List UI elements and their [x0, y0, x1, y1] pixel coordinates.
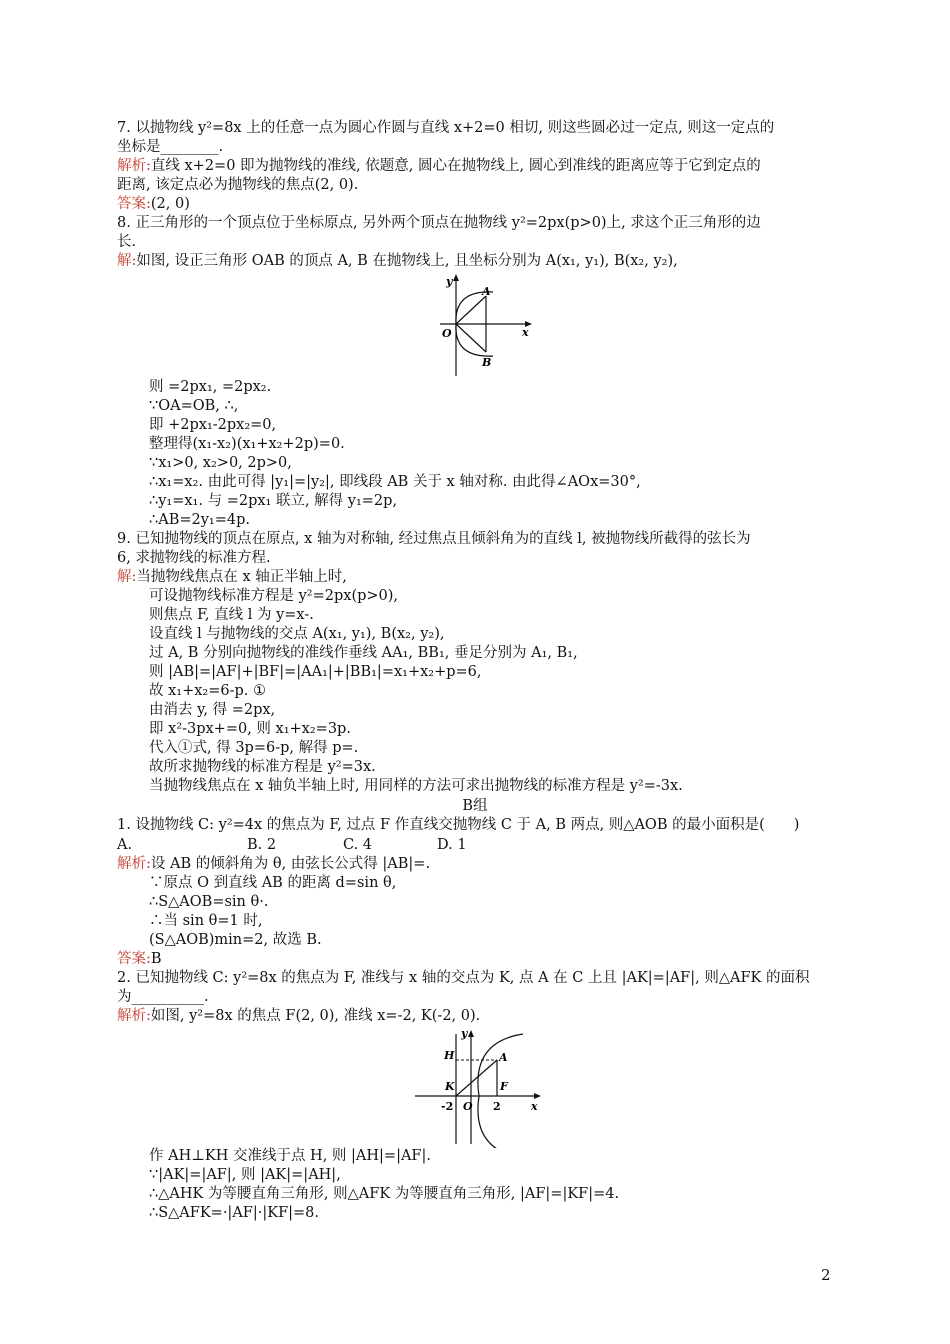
- text-line: 为__________.: [117, 989, 209, 1005]
- solution-label: 解:: [117, 569, 137, 585]
- solution-9: 解:当抛物线焦点在 x 轴正半轴上时,: [117, 569, 347, 585]
- figure-parabola-afk: [413, 1024, 549, 1148]
- text-line: ∴AB=2y₁=4p.: [149, 512, 250, 528]
- text-line: ∴x₁=x₂. 由此可得 |y₁|=|y₂|, 即线段 AB 关于 x 轴对称. 由此得∠AOx=30°,: [149, 474, 641, 490]
- text-line: ∴当 sin θ=1 时,: [149, 913, 263, 929]
- figure-label: y: [461, 1027, 468, 1040]
- analysis-label: 解析:: [117, 158, 151, 174]
- text-line: ∴S△AFK=·|AF|·|KF|=8.: [149, 1205, 319, 1221]
- figure-label: F: [500, 1080, 508, 1093]
- figure-label: O: [463, 1100, 473, 1113]
- text-line: 过 A, B 分别向抛物线的准线作垂线 AA₁, BB₁, 垂足分别为 A₁, B₁,: [149, 645, 578, 661]
- text-line: 6, 求抛物线的标准方程.: [117, 550, 271, 566]
- text-line: ∵原点 O 到直线 AB 的距离 d=sin θ,: [149, 875, 397, 891]
- text-line: (S△AOB)min=2, 故选 B.: [149, 932, 322, 948]
- problem-7-blank: 坐标是________.: [117, 139, 224, 155]
- choice-d: D. 1: [437, 837, 467, 853]
- text-line: 由消去 y, 得 =2px,: [149, 702, 276, 718]
- figure-label: -2: [441, 1100, 454, 1113]
- figure-triangle-oab: [418, 274, 538, 378]
- solution-8: 解:如图, 设正三角形 OAB 的顶点 A, B 在抛物线上, 且坐标分别为 A(x₁, y₁), B(x₂, y₂),: [117, 253, 678, 269]
- choice-a: A.: [117, 837, 133, 853]
- text-line: 则 |AB|=|AF|+|BF|=|AA₁|+|BB₁|=x₁+x₂+p=6,: [149, 664, 482, 680]
- figure-label: x: [531, 1100, 538, 1113]
- problem-b1-text: 1. 设抛物线 C: y²=4x 的焦点为 F, 过点 F 作直线交抛物线 C 于 A, B 两点, 则△AOB 的最小面积是( ): [117, 817, 800, 833]
- text-line: 当抛物线焦点在 x 轴负半轴上时, 用同样的方法可求出抛物线的标准方程是 y²=-3x.: [149, 778, 683, 794]
- figure-label: 2: [493, 1100, 501, 1113]
- text-line: 可设抛物线标准方程是 y²=2px(p>0),: [149, 588, 399, 604]
- text-line: 故所求抛物线的标准方程是 y²=3x.: [149, 759, 376, 775]
- solution-label: 解:: [117, 253, 137, 269]
- text-line: 则 =2px₁, =2px₂.: [149, 379, 272, 395]
- problem-8-text: 8. 正三角形的一个顶点位于坐标原点, 另外两个顶点在抛物线 y²=2px(p>0)上, 求这个正三角形的边: [117, 215, 761, 231]
- problem-b2-text: 2. 已知抛物线 C: y²=8x 的焦点为 F, 准线与 x 轴的交点为 K, 点 A 在 C 上且 |AK|=|AF|, 则△AFK 的面积: [117, 970, 810, 986]
- analysis-label: 解析:: [117, 1008, 151, 1024]
- text-line: 长.: [117, 234, 137, 250]
- answer-label: 答案:: [117, 951, 151, 967]
- problem-7-text: 7. 以抛物线 y²=8x 上的任意一点为圆心作圆与直线 x+2=0 相切, 则这些圆必过一定点, 则这一定点的: [117, 120, 775, 136]
- figure-label: x: [522, 326, 529, 339]
- text-line: 代入①式, 得 3p=6-p, 解得 p=.: [149, 740, 359, 756]
- text-line: 故 x₁+x₂=6-p. ①: [149, 683, 267, 699]
- text-line: ∵OA=OB, ∴,: [149, 398, 239, 414]
- text-line: 则焦点 F, 直线 l 为 y=x-.: [149, 607, 314, 623]
- figure-label: A: [482, 285, 491, 298]
- text-line: ∴y₁=x₁. 与 =2px₁ 联立, 解得 y₁=2p,: [149, 493, 398, 509]
- text-line: 整理得(x₁-x₂)(x₁+x₂+2p)=0.: [149, 436, 345, 452]
- analysis-b2: 解析:如图, y²=8x 的焦点 F(2, 0), 准线 x=-2, K(-2, 0).: [117, 1008, 481, 1024]
- text-line: 即 +2px₁-2px₂=0,: [149, 417, 277, 433]
- page-number: 2: [821, 1266, 831, 1284]
- figure-label: B: [482, 356, 492, 369]
- choice-c: C. 4: [343, 837, 373, 853]
- text-line: 即 x²-3px+=0, 则 x₁+x₂=3p.: [149, 721, 351, 737]
- text-line: ∴S△AOB=sin θ·.: [149, 894, 269, 910]
- choice-b: B. 2: [247, 837, 277, 853]
- text-line: 作 AH⊥KH 交准线于点 H, 则 |AH|=|AF|.: [149, 1148, 431, 1164]
- answer-7: 答案:(2, 0): [117, 196, 190, 212]
- analysis-label: 解析:: [117, 856, 151, 872]
- text-line: ∵|AK|=|AF|, 则 |AK|=|AH|,: [149, 1167, 341, 1183]
- section-heading-b: B组: [462, 798, 488, 814]
- figure-label: H: [444, 1049, 455, 1062]
- text-line: ∴△AHK 为等腰直角三角形, 则△AFK 为等腰直角三角形, |AF|=|KF|=4.: [149, 1186, 620, 1202]
- answer-label: 答案:: [117, 196, 151, 212]
- answer-b1: 答案:B: [117, 951, 162, 967]
- analysis-b1: 解析:设 AB 的倾斜角为 θ, 由弦长公式得 |AB|=.: [117, 856, 431, 872]
- analysis-7: 解析:直线 x+2=0 即为抛物线的准线, 依题意, 圆心在抛物线上, 圆心到准线的距离应等于它到定点的: [117, 158, 761, 174]
- text-line: 距离, 该定点必为抛物线的焦点(2, 0).: [117, 177, 359, 193]
- text-line: 设直线 l 与抛物线的交点 A(x₁, y₁), B(x₂, y₂),: [149, 626, 445, 642]
- figure-label: A: [499, 1051, 508, 1064]
- figure-label: O: [442, 327, 452, 340]
- text-line: ∵x₁>0, x₂>0, 2p>0,: [149, 455, 292, 471]
- figure-label: K: [445, 1080, 455, 1093]
- problem-9-text: 9. 已知抛物线的顶点在原点, x 轴为对称轴, 经过焦点且倾斜角为的直线 l, 被抛物线所截得的弦长为: [117, 531, 751, 547]
- figure-label: y: [446, 275, 453, 288]
